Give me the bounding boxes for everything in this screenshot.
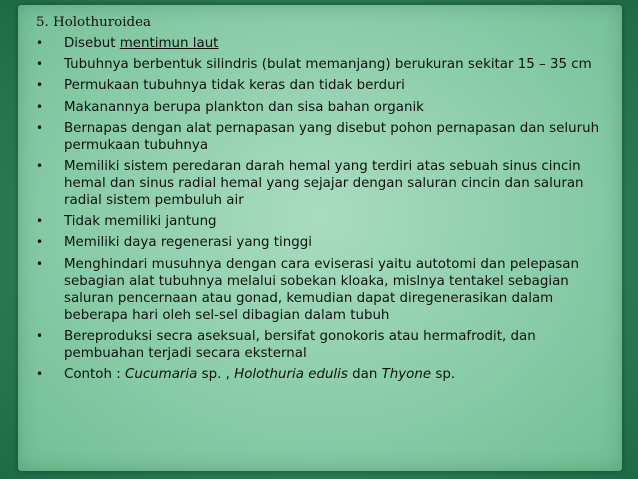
species-name: Thyone	[381, 366, 432, 382]
bullet-list	[36, 35, 616, 383]
item-text: Tubuhnya berbentuk silindris (bulat memanjang) berukuran sekitar 15 – 35 cm	[64, 57, 592, 73]
item-text: Contoh :	[64, 366, 125, 382]
item-text: Permukaan tubuhnya tidak keras dan tidak berduri	[64, 78, 405, 94]
item-text: Memiliki daya regenerasi yang tinggi	[64, 235, 312, 251]
bullet-icon: •	[36, 235, 44, 250]
item-text: sp.	[431, 366, 456, 382]
item-underlined-term: mentimun laut	[119, 36, 219, 51]
species-name: Cucumaria	[124, 366, 198, 382]
list-item	[36, 35, 616, 52]
species-name: Holothuria edulis	[234, 366, 348, 382]
item-text: Tidak memiliki jantung	[64, 214, 217, 230]
list-item	[36, 158, 616, 209]
list-item	[36, 366, 616, 383]
item-text: Makanannya berupa plankton dan sisa bahan organik	[64, 99, 424, 115]
bullet-icon: •	[36, 99, 44, 114]
item-text: Bernapas dengan alat pernapasan yang disebut pohon pernapasan dan seluruh permukaan tubuhnya	[64, 120, 600, 153]
item-text: dan	[347, 366, 382, 382]
item-text: Menghindari musuhnya dengan cara eviserasi yaitu autotomi dan pelepasan sebagian alat tubuhnya melalui sobekan kloaka, mislnya tentakel sebagian saluran pencernaan atau gonad, kemudian dapat diregenerasikan dalam beberapa hari oleh sel-sel dibagian dalam tubuh	[64, 256, 579, 323]
slide-heading: 5. Holothuroidea	[36, 15, 151, 30]
item-text: sp. ,	[197, 366, 235, 382]
item-text: Memiliki sistem peredaran darah hemal yang terdiri atas sebuah sinus cincin hemal dan sinus radial hemal yang sejajar dengan saluran cincin dan saluran radial sistem pembuluh air	[64, 158, 584, 208]
bullet-icon: •	[36, 214, 44, 229]
list-item	[36, 328, 616, 362]
list-item	[36, 234, 616, 251]
list-item	[36, 256, 616, 324]
item-text: Bereproduksi secra aseksual, bersifat gonokoris atau hermafrodit, dan pembuahan terjadi secara eksternal	[64, 328, 536, 361]
bullet-icon: •	[36, 57, 44, 72]
list-item	[36, 56, 616, 73]
bullet-icon: •	[36, 328, 44, 343]
list-item	[36, 99, 616, 116]
bullet-icon: •	[36, 78, 44, 93]
list-item	[36, 77, 616, 94]
bullet-icon: •	[36, 120, 44, 135]
bullet-icon: •	[36, 256, 44, 271]
list-item	[36, 213, 616, 230]
bullet-icon: •	[36, 158, 44, 173]
list-item	[36, 120, 616, 154]
bullet-icon: •	[36, 36, 44, 50]
bullet-icon: •	[36, 366, 44, 381]
slide-content	[36, 14, 616, 387]
item-text: Disebut	[64, 36, 120, 51]
